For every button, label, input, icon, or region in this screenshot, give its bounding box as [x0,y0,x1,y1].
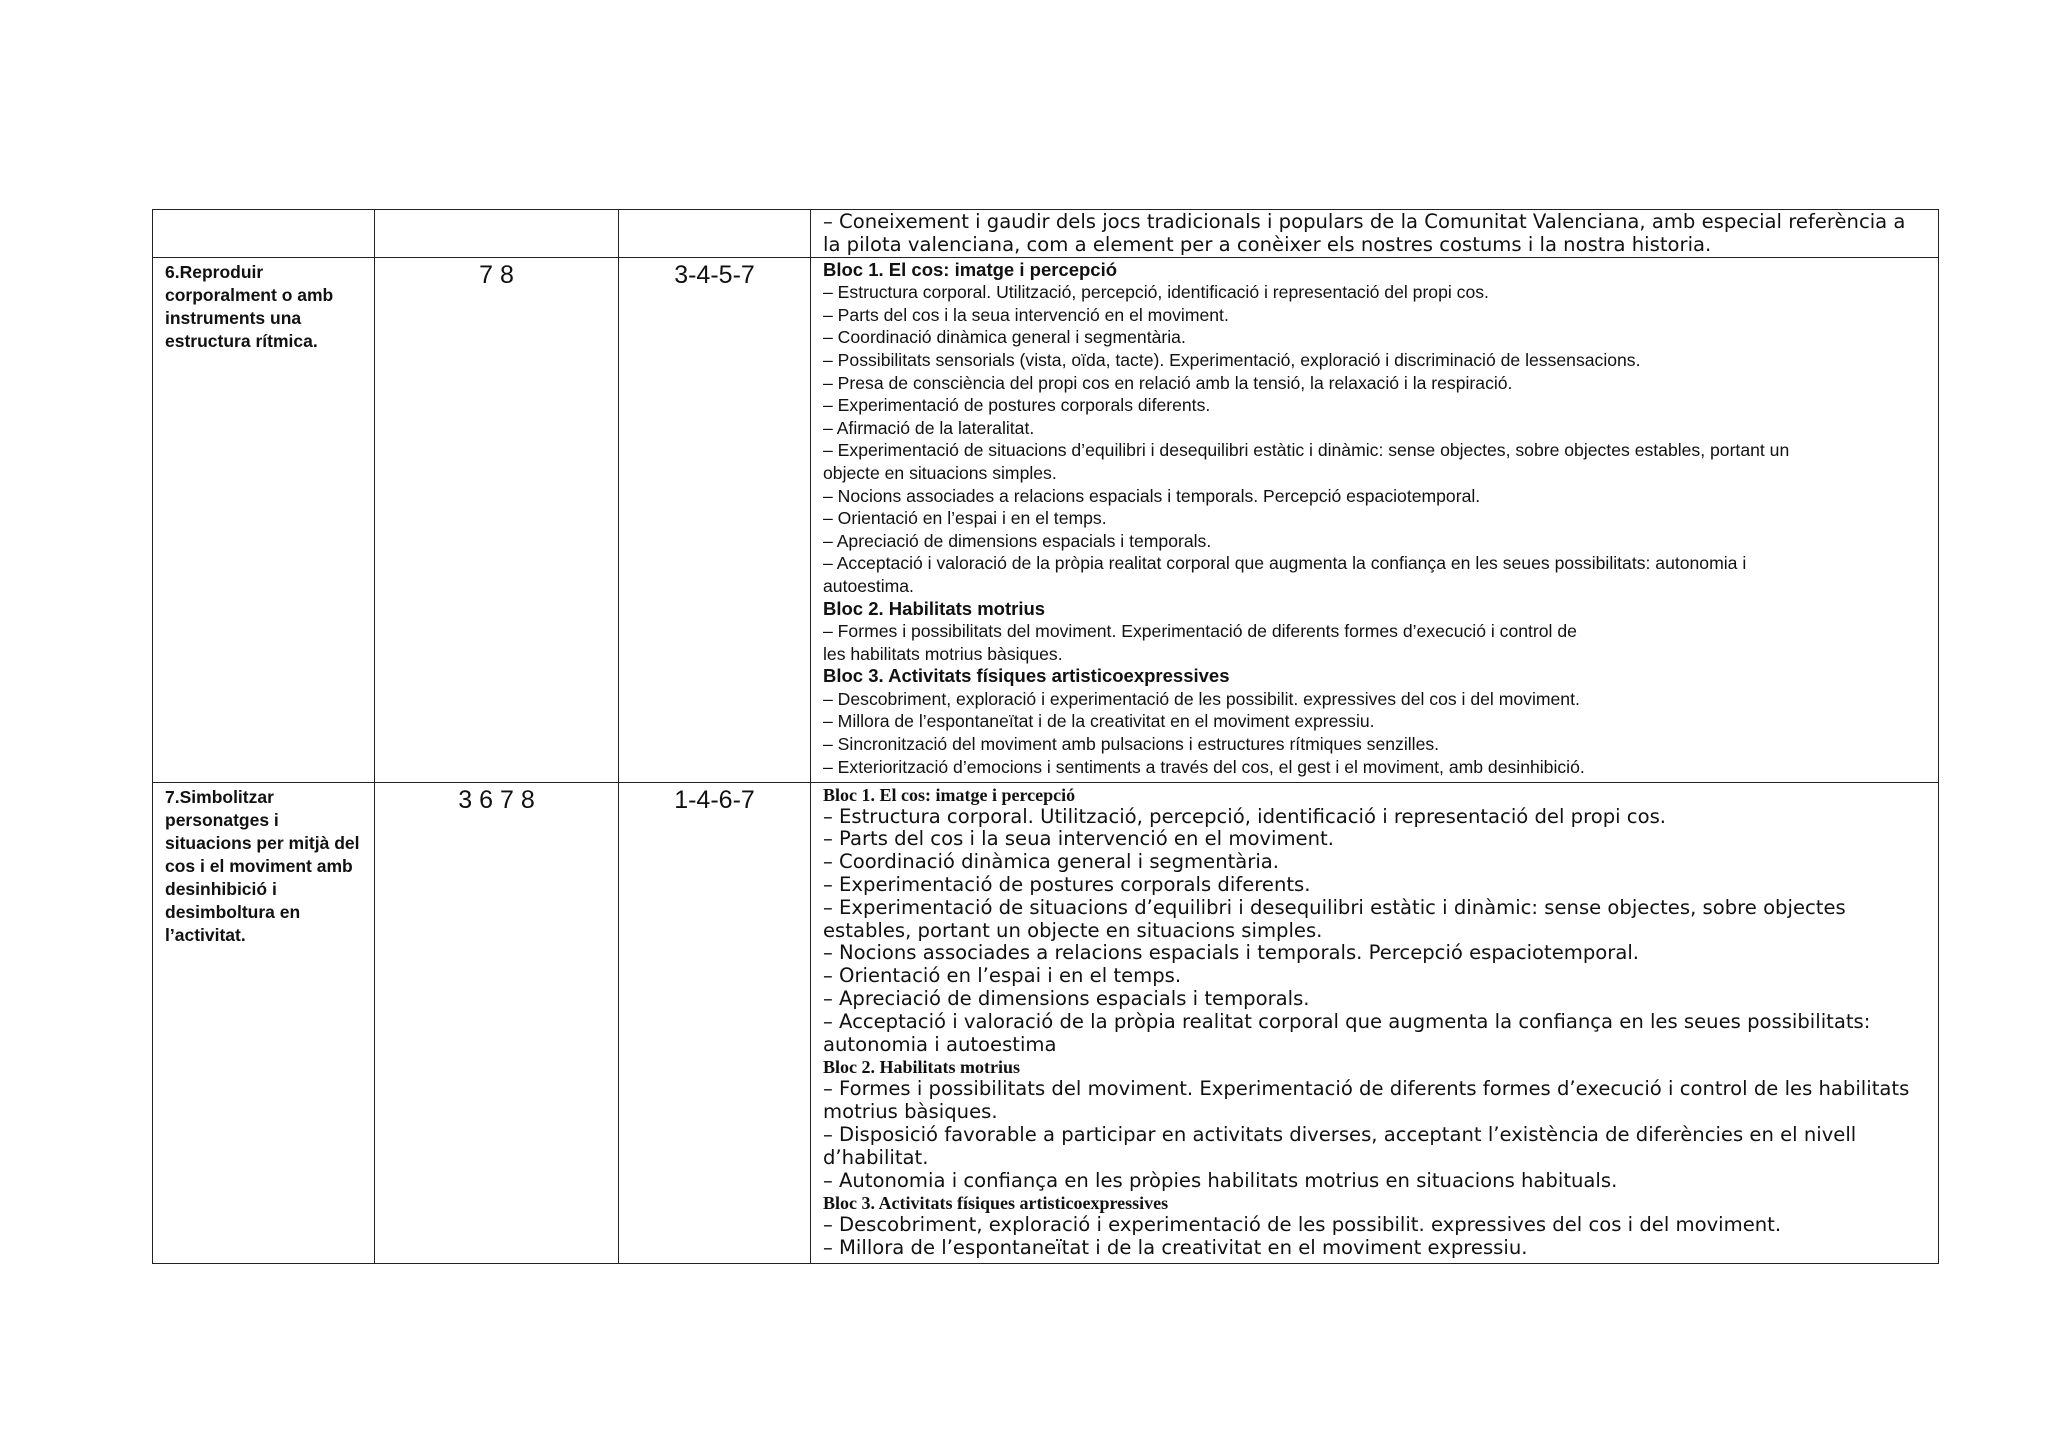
content-line: – Coordinació dinàmica general i segmentària. [823,850,1280,874]
content-line: – Acceptació i valoració de la pròpia realitat corporal que augmenta la confiança en les seues possibilitats: autonomia i [823,553,1747,574]
competences-cell [375,782,619,1263]
content-line: – Exteriorització d’emocions i sentiments a través del cos, el gest i el moviment, amb desinhibició. [823,756,1585,777]
content-line: – Disposició favorable a participar en activitats diverses, acceptant l’existència de diferències en el nivell [823,1122,1857,1146]
content-line: – Experimentació de postures corporals diferents. [823,395,1211,416]
content-line: – Descobriment, exploració i experimentació de les possibilit. expressives del cos i del moviment. [823,688,1580,709]
content-line: – Formes i possibilitats del moviment. Experimentació de diferents formes d’execució i control de les habilitats [823,1077,1910,1101]
content-line: – Descobriment, exploració i experimentació de les possibilit. expressives del cos i del moviment. [823,1213,1782,1237]
block-heading: Bloc 2. Habilitats motrius [823,597,1046,619]
content-line: la pilota valenciana, com a element per a conèixer els nostres costums i la nostra historia. [823,232,1712,256]
content-line: – Estructura corporal. Utilització, percepció, identificació i representació del propi cos. [823,282,1489,303]
criterion-cell [153,257,375,782]
content-line: – Coordinació dinàmica general i segmentària. [823,327,1186,348]
competences-value: 3 6 7 8 [458,785,535,814]
content-line: – Experimentació de situacions d’equilibri i desequilibri estàtic i dinàmic: sense objectes, sobre objectes [823,895,1846,919]
content-line: – Parts del cos i la seua intervenció en el moviment. [823,304,1229,325]
table-row-continuation [153,210,1939,258]
content-line: motrius bàsiques. [823,1100,998,1124]
criterion-text: 7.Simbolitzar personatges i situacions per mitjà del cos i el moviment amb desinhibició i desimboltura en l’activitat. [165,786,360,945]
content-line: – Experimentació de situacions d’equilibri i desequilibri estàtic i dinàmic: sense objectes, sobre objectes estables, portant un [823,440,1790,461]
competences-value: 7 8 [479,260,514,289]
content-cell [811,782,1939,1263]
objectives-cell [619,782,811,1263]
content-line: d’habilitat. [823,1145,929,1169]
objectives-value: 1-4-6-7 [674,785,755,814]
block-heading: Bloc 2. Habilitats motrius [823,1057,1020,1078]
block-heading: Bloc 3. Activitats físiques artisticoexpressives [823,665,1230,687]
content-line: – Nocions associades a relacions espacials i temporals. Percepció espaciotemporal. [823,485,1481,506]
content-line: – Parts del cos i la seua intervenció en el moviment. [823,827,1334,851]
content-line: – Acceptació i valoració de la pròpia realitat corporal que augmenta la confiança en les seues possibilitats: [823,1009,1871,1033]
content-line: – Orientació en l’espai i en el temps. [823,964,1182,988]
criterion-cell [153,782,375,1263]
objectives-cell [619,257,811,782]
content-line: estables, portant un objecte en situacions simples. [823,918,1323,942]
content-line: – Orientació en l’espai i en el temps. [823,508,1107,529]
competences-cell [375,257,619,782]
content-line: – Apreciació de dimensions espacials i temporals. [823,530,1212,551]
content-line: – Formes i possibilitats del moviment. Experimentació de diferents formes d’execució i control de [823,621,1577,642]
content-line: – Sincronització del moviment amb pulsacions i estructures rítmiques senzilles. [823,734,1440,755]
content-line: les habilitats motrius bàsiques. [823,643,1063,664]
criterion-cell [153,210,375,258]
content-line: – Afirmació de la lateralitat. [823,417,1035,438]
content-line: – Nocions associades a relacions espacials i temporals. Percepció espaciotemporal. [823,941,1640,965]
content-line: – Estructura corporal. Utilització, percepció, identificació i representació del propi cos. [823,804,1666,828]
content-line: objecte en situacions simples. [823,462,1057,483]
competences-cell [375,210,619,258]
table-row-criterion-6 [153,257,1939,782]
content-line: – Coneixement i gaudir dels jocs tradicionals i populars de la Comunitat Valenciana, amb especial referència a [823,210,1906,233]
block-heading: Bloc 1. El cos: imatge i percepció [823,784,1076,805]
objectives-cell [619,210,811,258]
content-line: autonomia i autoestima [823,1032,1057,1056]
content-line: – Autonomia i confiança en les pròpies habilitats motrius en situacions habituals. [823,1168,1618,1192]
content-cell [811,257,1939,782]
curriculum-table [152,209,1939,1264]
content-line: – Possibilitats sensorials (vista, oïda, tacte). Experimentació, exploració i discriminació de lessensacions. [823,349,1641,370]
content-line: – Millora de l’espontaneïtat i de la creativitat en el moviment expressiu. [823,1236,1528,1260]
content-line: – Millora de l’espontaneïtat i de la creativitat en el moviment expressiu. [823,711,1375,732]
objectives-value: 3-4-5-7 [674,260,755,289]
content-line: – Experimentació de postures corporals diferents. [823,872,1311,896]
block-heading: Bloc 1. El cos: imatge i percepció [823,258,1118,280]
content-line: – Apreciació de dimensions espacials i temporals. [823,986,1310,1010]
content-line: – Presa de consciència del propi cos en relació amb la tensió, la relaxació i la respiració. [823,372,1513,393]
content-line: autoestima. [823,575,914,596]
criterion-text: 6.Reproduir corporalment o amb instruments una estructura rítmica. [165,261,334,351]
content-cell [811,210,1939,258]
block-heading: Bloc 3. Activitats físiques artisticoexpressives [823,1193,1169,1214]
table-row-criterion-7 [153,782,1939,1263]
